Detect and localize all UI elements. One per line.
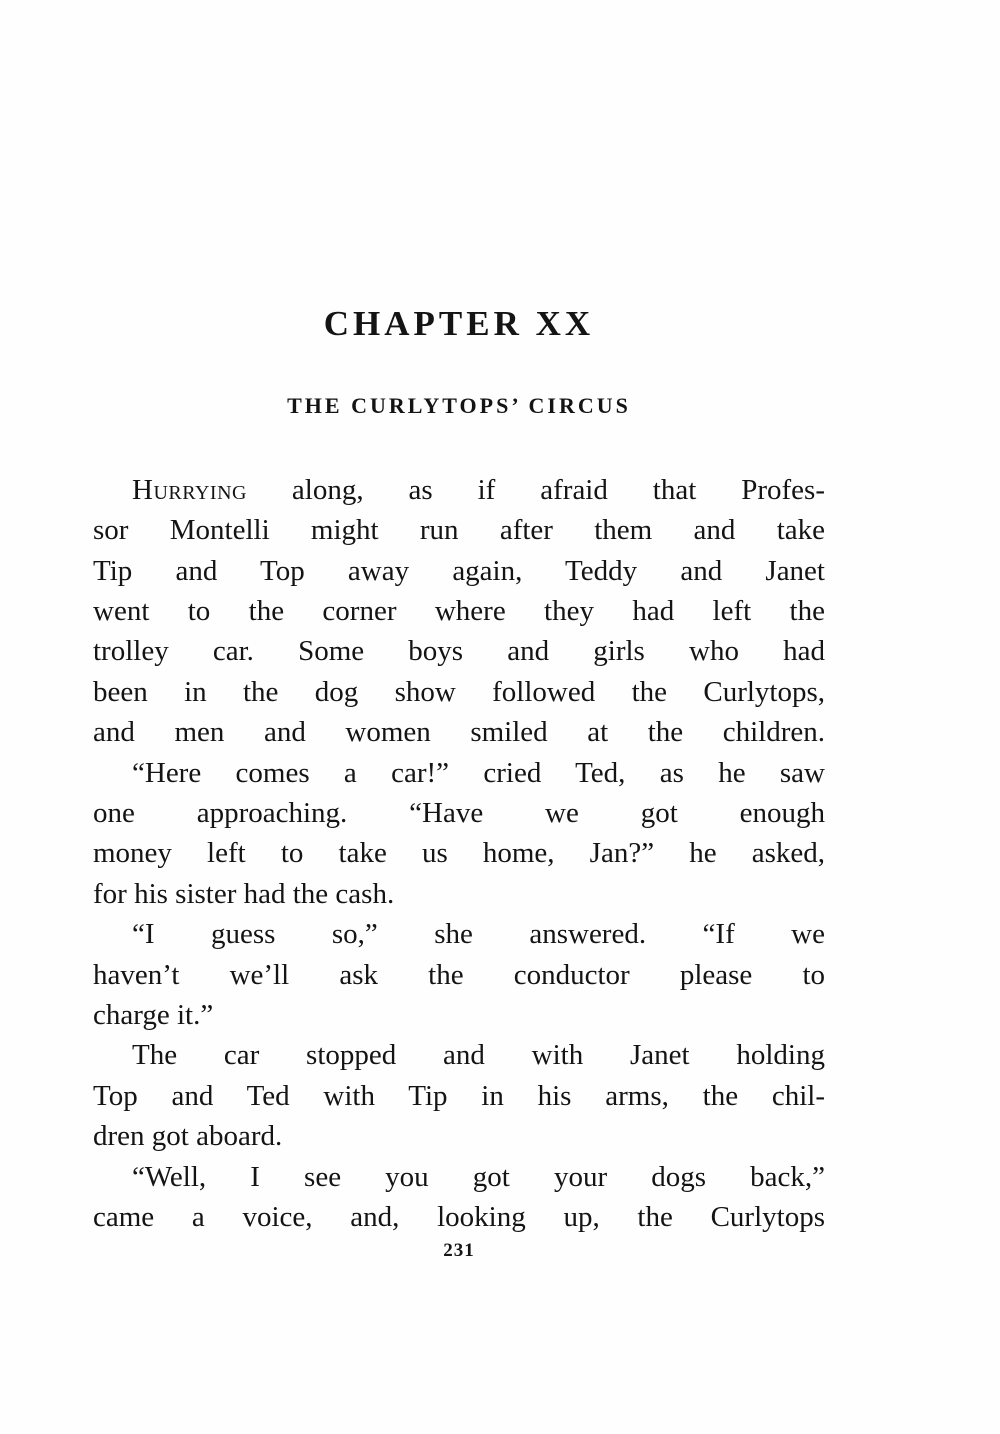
paragraph — [93, 470, 825, 753]
text-line: dren got aboard. — [93, 1120, 283, 1153]
paragraph — [93, 1035, 825, 1156]
text-line: “Here comes a car!” cried Ted, as he saw — [132, 756, 825, 789]
body-text — [93, 470, 825, 1238]
paragraph — [93, 1157, 825, 1238]
text-line: “Well, I see you got your dogs back,” — [132, 1160, 825, 1193]
text-line: Top and Ted with Tip in his arms, the chil- — [93, 1079, 825, 1112]
text-line: Hurrying along, as if afraid that Profes- — [132, 473, 825, 506]
text-line: trolley car. Some boys and girls who had — [93, 635, 825, 668]
paragraph — [93, 914, 825, 1035]
text-line: went to the corner where they had left the — [93, 594, 825, 627]
text-line: haven’t we’ll ask the conductor please to — [93, 958, 825, 991]
paragraph — [93, 753, 825, 915]
text-line: charge it.” — [93, 998, 214, 1031]
text-line: Tip and Top away again, Teddy and Janet — [93, 554, 825, 587]
text-line: been in the dog show followed the Curlytops, — [93, 675, 825, 708]
text-line: one approaching. “Have we got enough — [93, 796, 825, 829]
page-content — [93, 0, 825, 1262]
text-line: sor Montelli might run after them and take — [93, 514, 825, 547]
text-line: money left to take us home, Jan?” he asked, — [93, 837, 825, 870]
text-line: for his sister had the cash. — [93, 877, 395, 910]
chapter-title: CHAPTER XX — [323, 304, 595, 343]
text-line: and men and women smiled at the children. — [93, 716, 825, 749]
text-line: “I guess so,” she answered. “If we — [132, 918, 825, 951]
text-line: came a voice, and, looking up, the Curlytops — [93, 1201, 825, 1233]
lead-word: Hurrying — [132, 473, 247, 506]
page-number: 231 — [443, 1240, 475, 1262]
text-line: The car stopped and with Janet holding — [132, 1039, 825, 1072]
section-title: THE CURLYTOPS’ CIRCUS — [287, 392, 631, 418]
